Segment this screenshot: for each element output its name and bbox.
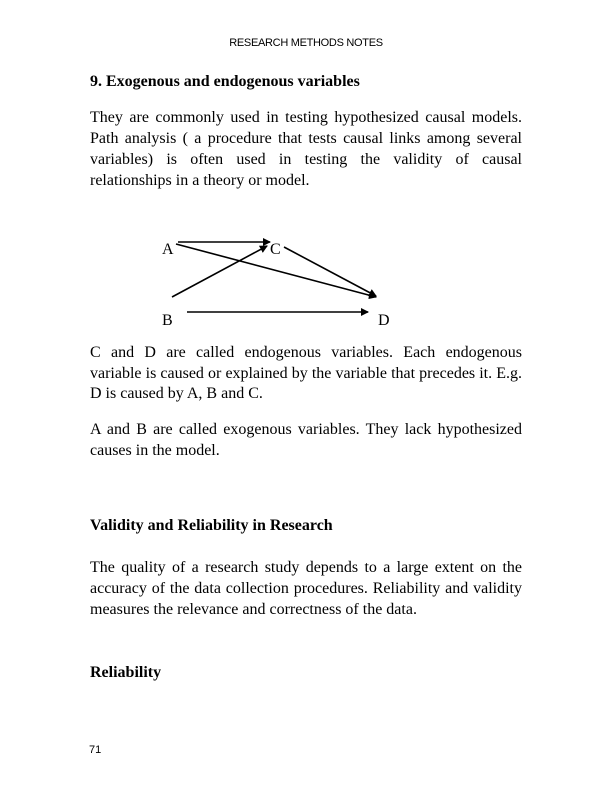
node-a-label: A [162, 241, 174, 258]
section-heading-reliability: Reliability [90, 664, 162, 681]
edge-c-to-d [284, 247, 376, 296]
section-heading-validity: Validity and Reliability in Research [90, 517, 333, 534]
running-header: RESEARCH METHODS NOTES [229, 37, 383, 49]
validity-paragraph: The quality of a research study depends to a large extent on the accuracy of the data collection procedures. Reliability and validity measures the relevance and correctness of the data. [90, 559, 522, 618]
node-c-label: C [270, 241, 281, 258]
path-analysis-diagram [90, 230, 522, 340]
endogenous-paragraph: C and D are called endogenous variables. Each endogenous variable is caused or explained by the variable that precedes it. E.g. D is caused by A, B and C. [90, 344, 522, 402]
intro-paragraph: They are commonly used in testing hypothesized causal models. Path analysis ( a procedure that tests causal links among several variables) is often used in testing the validity of causal relationships in a theory or model. [90, 109, 522, 189]
page-number: 71 [89, 744, 102, 756]
node-b-label: B [162, 312, 173, 329]
section-heading-exogenous: 9. Exogenous and endogenous variables [90, 73, 360, 90]
edge-b-to-c [172, 246, 267, 297]
exogenous-paragraph: A and B are called exogenous variables. They lack hypothesized causes in the model. [90, 421, 522, 459]
node-d-label: D [378, 312, 390, 329]
